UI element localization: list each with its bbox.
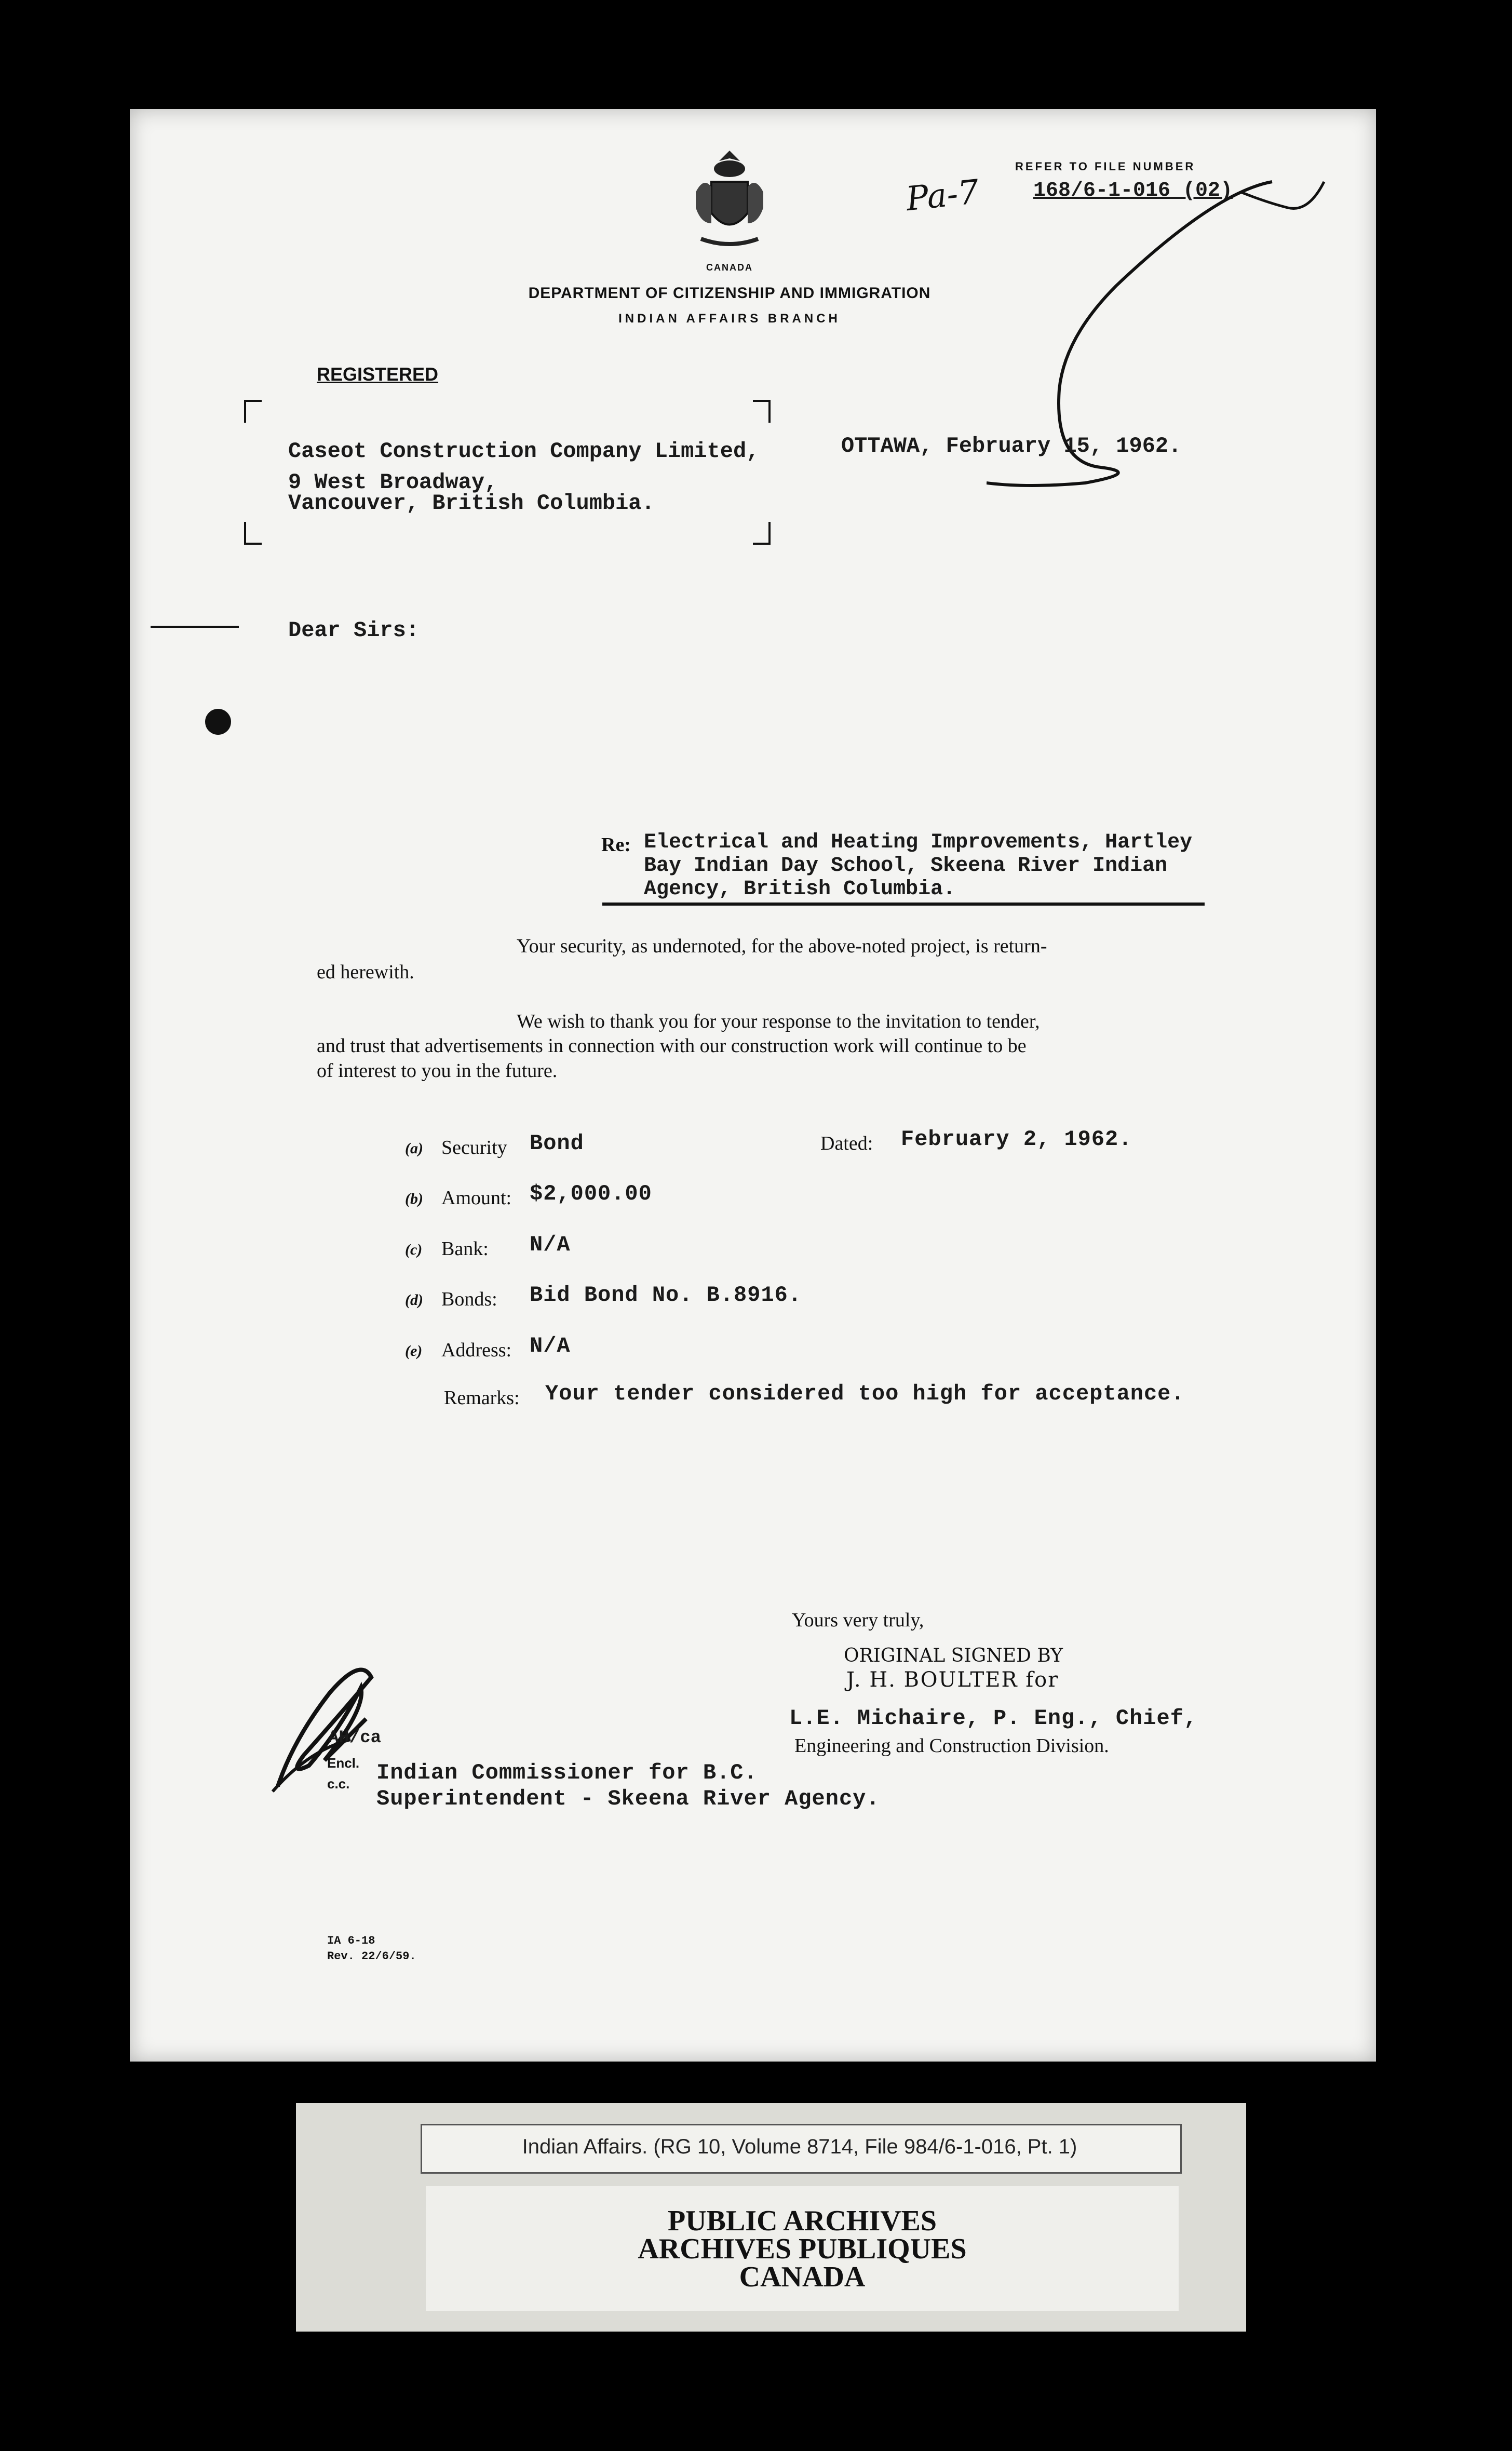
re-line-2: Bay Indian Day School, Skeena River Indian <box>644 854 1168 878</box>
remarks-value: Your tender considered too high for acceptance. <box>545 1381 1185 1406</box>
remarks-label: Remarks: <box>444 1387 520 1409</box>
security-a-label: Security <box>441 1137 507 1159</box>
signer-name: L.E. Michaire, P. Eng., Chief, <box>789 1706 1198 1731</box>
salutation: Dear Sirs: <box>288 618 420 643</box>
re-line-1: Electrical and Heating Improvements, Hartley <box>644 831 1193 854</box>
security-b-value: $2,000.00 <box>530 1181 652 1206</box>
cc-line-1: Indian Commissioner for B.C. <box>376 1760 758 1785</box>
security-e-letter: (e) <box>405 1342 423 1359</box>
place-date: OTTAWA, February 15, 1962. <box>841 434 1182 459</box>
address-corner-bottom-right <box>753 522 771 545</box>
dated-value: February 2, 1962. <box>901 1127 1132 1152</box>
handwritten-file-note: Pa-7 <box>904 172 981 219</box>
archive-stamp-line-1: PUBLIC ARCHIVES <box>667 2205 937 2237</box>
re-label: Re: <box>601 834 631 856</box>
file-number: 168/6-1-016 (02) <box>1033 179 1233 203</box>
cc-label: c.c. <box>327 1776 350 1792</box>
recipient-line-3: Vancouver, British Columbia. <box>288 491 655 516</box>
punch-hole <box>205 709 231 735</box>
signature-stamp-line-2: J. H. BOULTER for <box>846 1668 1059 1692</box>
recipient-line-1: Caseot Construction Company Limited, <box>288 439 760 464</box>
security-b-letter: (b) <box>405 1190 423 1207</box>
enclosure-label: Encl. <box>327 1755 360 1771</box>
signer-title: Engineering and Construction Division. <box>794 1735 1109 1757</box>
refer-to-file-label: REFER TO FILE NUMBER <box>1015 160 1196 173</box>
body-para2-line2: and trust that advertisements in connection with our construction work will continue to be <box>317 1035 1027 1057</box>
registered-label: REGISTERED <box>317 363 439 385</box>
security-d-value: Bid Bond No. B.8916. <box>530 1283 802 1308</box>
form-number-line-2: Rev. 22/6/59. <box>327 1950 416 1963</box>
letterhead-department: DEPARTMENT OF CITIZENSHIP AND IMMIGRATION <box>528 285 931 302</box>
typist-initials: AH/ca <box>328 1728 382 1748</box>
address-corner-bottom-left <box>244 522 262 545</box>
security-c-value: N/A <box>530 1232 571 1257</box>
security-d-letter: (d) <box>405 1291 423 1309</box>
security-c-letter: (c) <box>405 1241 423 1258</box>
form-number-line-1: IA 6-18 <box>327 1934 375 1947</box>
security-a-letter: (a) <box>405 1140 423 1157</box>
margin-rule <box>151 626 239 628</box>
address-corner-top-right <box>753 400 771 423</box>
recipient-line-2: 9 West Broadway, <box>288 470 498 495</box>
letterhead-country: CANADA <box>706 262 753 273</box>
coat-of-arms-emblem <box>691 145 768 254</box>
security-d-label: Bonds: <box>441 1288 497 1310</box>
address-corner-top-left <box>244 400 262 423</box>
re-underline <box>602 903 1205 906</box>
body-para1-line2: ed herewith. <box>317 961 414 983</box>
security-b-label: Amount: <box>441 1187 512 1209</box>
body-para1-line1: Your security, as undernoted, for the above-noted project, is return- <box>517 935 1047 957</box>
archive-reference: Indian Affairs. (RG 10, Volume 8714, File 984/6-1-016, Pt. 1) <box>522 2135 1077 2158</box>
signature-stamp-line-1: ORIGINAL SIGNED BY <box>844 1645 1063 1666</box>
archive-stamp-line-3: CANADA <box>739 2261 866 2293</box>
security-e-value: N/A <box>530 1334 571 1358</box>
security-c-label: Bank: <box>441 1238 489 1260</box>
re-line-3: Agency, British Columbia. <box>644 878 956 901</box>
letterhead-branch: INDIAN AFFAIRS BRANCH <box>618 312 841 326</box>
security-e-label: Address: <box>441 1339 512 1361</box>
security-a-value: Bond <box>530 1131 584 1156</box>
handwritten-initials-scribble <box>262 1646 387 1802</box>
valediction: Yours very truly, <box>792 1609 924 1631</box>
dated-label: Dated: <box>820 1133 873 1154</box>
cc-line-2: Superintendent - Skeena River Agency. <box>376 1786 880 1811</box>
archive-stamp-line-2: ARCHIVES PUBLIQUES <box>638 2233 967 2265</box>
body-para2-line3: of interest to you in the future. <box>317 1060 558 1082</box>
body-para2-line1: We wish to thank you for your response to the invitation to tender, <box>517 1011 1040 1032</box>
